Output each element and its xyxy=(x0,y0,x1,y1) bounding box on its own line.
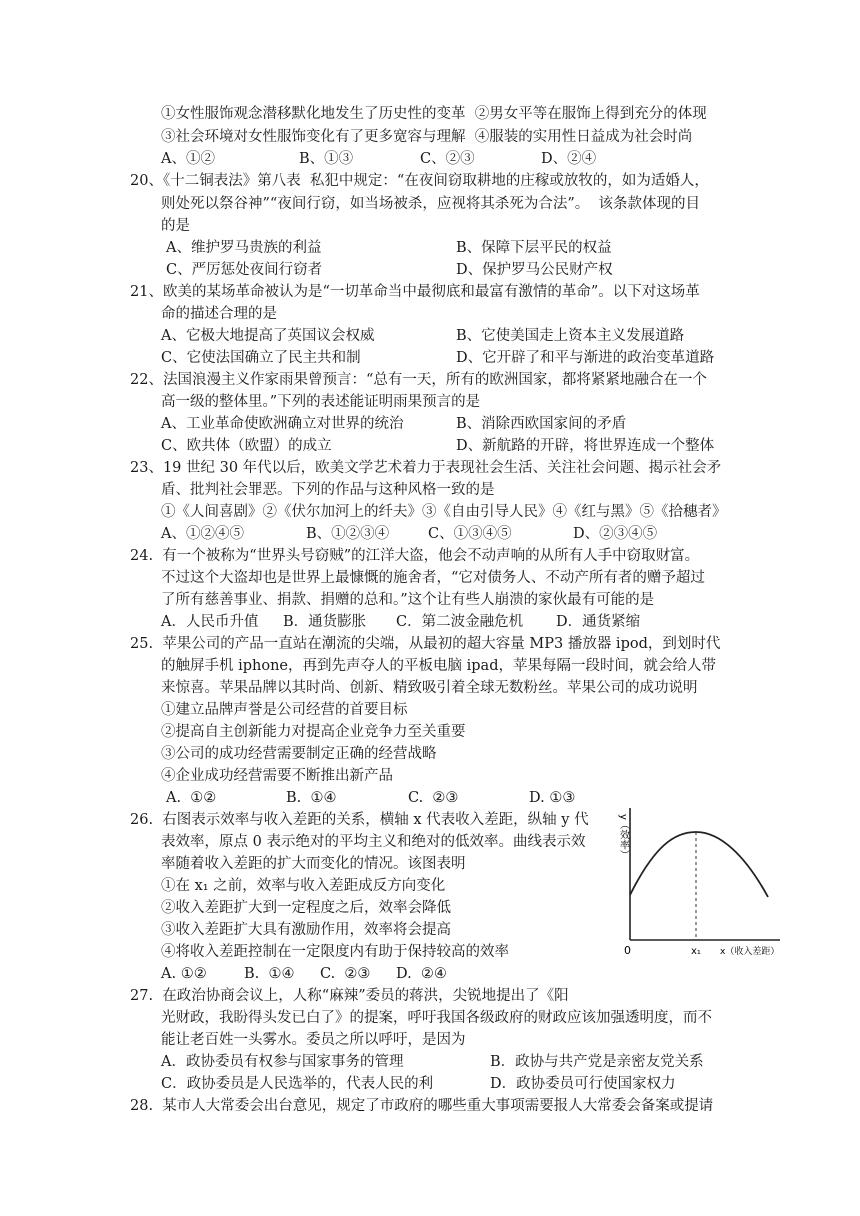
q27-stem-line1: 27. 在政治协商会议上，人称“麻辣”委员的蒋洪，尖锐地提出了《阳 xyxy=(130,988,569,1004)
q24-option-b: B．通货膨胀 xyxy=(283,614,367,630)
q20-option-b: B、保障下层平民的权益 xyxy=(456,240,612,256)
q25-statement-4: ④企业成功经营需要不断推出新产品 xyxy=(161,768,393,784)
q24-option-d: D．通货紧缩 xyxy=(556,614,641,630)
q26-statement-3: ③收入差距扩大具有激励作用，效率将会提高 xyxy=(161,922,451,938)
q20-option-d: D、保护罗马公民财产权 xyxy=(456,262,613,278)
q27-option-d: D．政协委员可行使国家权力 xyxy=(490,1076,676,1092)
efficiency-income-gap-graph xyxy=(610,800,788,990)
origin-label: 0 xyxy=(624,944,631,957)
q22-option-d: D、新航路的开辟，将世界连成一个整体 xyxy=(456,438,715,454)
q25-stem-line3: 来惊喜。苹果品牌以其时尚、创新、精致吸引着全球无数粉丝。苹果公司的成功说明 xyxy=(161,680,698,696)
q23-option-d: D、②③④⑤ xyxy=(573,526,658,542)
q25-option-b: B. ①④ xyxy=(286,790,337,806)
q24-option-c: C．第二波金融危机 xyxy=(396,614,524,630)
q22-option-b: B、消除西欧国家间的矛盾 xyxy=(456,416,627,432)
q26-statement-1: ①在 x₁ 之前，效率与收入差距成反方向变化 xyxy=(161,878,446,894)
q22-option-a: A、工业革命使欧洲确立对世界的统治 xyxy=(161,416,404,432)
q26-option-c: C. ②③ xyxy=(320,966,371,982)
q26-statement-2: ②收入差距扩大到一定程度之后，效率会降低 xyxy=(161,900,451,916)
q23-works-list: ①《人间喜剧》②《伏尔加河上的纤夫》③《自由引导人民》④《红与黑》⑤《拾穗者》 xyxy=(161,504,727,520)
q21-option-d: D、它开辟了和平与渐进的政治变革道路 xyxy=(456,350,715,366)
q25-statement-1: ①建立品牌声誉是公司经营的首要目标 xyxy=(161,702,408,718)
q21-stem-line2: 命的描述合理的是 xyxy=(161,306,277,322)
q26-option-b: B. ①④ xyxy=(244,966,295,982)
q19-option-b: B、①③ xyxy=(299,151,354,167)
q27-stem-line3: 能让老百姓一头雾水。委员之所以呼吁，是因为 xyxy=(161,1032,466,1048)
q25-option-c: C. ②③ xyxy=(408,790,459,806)
q20-stem-line2: 则处死以祭谷神”“夜间行窃，如当场被杀，应视将其杀死为合法”。 该条款体现的目 xyxy=(161,196,700,212)
q27-stem-line2: 光财政，我盼得头发已白了》的提案，呼吁我国各级政府的财政应该加强透明度，而不 xyxy=(161,1010,712,1026)
q24-option-a: A．人民币升值 xyxy=(161,614,259,630)
q19-statement-line1: ①女性服饰观念潜移默化地发生了历史性的变革 ②男女平等在服饰上得到充分的体现 xyxy=(161,106,707,122)
q23-stem-line1: 23、19 世纪 30 年代以后，欧美文学艺术着力于表现社会生活、关注社会问题、揭示社会矛 xyxy=(130,460,722,476)
q20-option-c: C、严厉惩处夜间行窃者 xyxy=(166,262,323,278)
q20-stem-line3: 的是 xyxy=(161,218,190,234)
q27-option-c: C．政协委员是人民选举的，代表人民的利 xyxy=(161,1076,434,1092)
q21-option-b: B、它使美国走上资本主义发展道路 xyxy=(456,328,685,344)
q19-statement-line2: ③社会环境对女性服饰变化有了更多宽容与理解 ④服装的实用性日益成为社会时尚 xyxy=(161,129,693,145)
q26-option-a: A. ①② xyxy=(161,966,207,982)
q20-stem-line1: 20、《十二铜表法》第八表 私犯中规定：“在夜间窃取耕地的庄稼或放牧的，如为适婚人， xyxy=(130,173,709,189)
q19-option-d: D、②④ xyxy=(541,151,597,167)
q24-stem-line3: 了所有慈善事业、捐款、捐赠的总和。”这个让有些人崩溃的家伙最有可能的是 xyxy=(161,592,655,608)
x-axis-label: x（收入差距） xyxy=(720,947,780,957)
q25-statement-3: ③公司的成功经营需要制定正确的经营战略 xyxy=(161,746,437,762)
q27-option-b: B．政协与共产党是亲密友党关系 xyxy=(490,1054,704,1070)
q21-option-c: C、它使法国确立了民主共和制 xyxy=(161,350,361,366)
q19-option-a: A、①② xyxy=(161,151,215,167)
q25-option-a: A. ①② xyxy=(166,790,217,806)
q28-stem-line1: 28. 某市人大常委会出台意见，规定了市政府的哪些重大事项需要报人大常委会备案或提请 xyxy=(130,1098,714,1114)
q22-stem-line1: 22、法国浪漫主义作家雨果曾预言：“总有一天，所有的欧洲国家，都将紧紧地融合在一个 xyxy=(130,372,707,388)
q26-stem-line3: 率随着收入差距的扩大而变化的情况。该图表明 xyxy=(161,856,466,872)
q26-stem-line1: 26. 右图表示效率与收入差距的关系，横轴 x 代表收入差距，纵轴 y 代 xyxy=(130,812,589,828)
q21-option-a: A、它极大地提高了英国议会权威 xyxy=(161,328,375,344)
q27-option-a: A．政协委员有权参与国家事务的管理 xyxy=(161,1054,404,1070)
q26-stem-line2: 表效率，原点 0 表示绝对的平均主义和绝对的低效率。曲线表示效 xyxy=(161,834,586,850)
efficiency-curve xyxy=(630,832,768,897)
q23-option-a: A、①②④⑤ xyxy=(161,526,244,542)
q24-stem-line1: 24. 有一个被称为“世界头号窃贼”的江洋大盗，他会不动声响的从所有人手中窃取财富。 xyxy=(130,548,700,564)
q23-stem-line2: 盾、批判社会罪恶。下列的作品与这种风格一致的是 xyxy=(161,482,495,498)
q25-statement-2: ②提高自主创新能力对提高企业竞争力至关重要 xyxy=(161,724,466,740)
q26-statement-4: ④将收入差距控制在一定限度内有助于保持较高的效率 xyxy=(161,944,509,960)
q26-option-d: D. ②④ xyxy=(396,966,447,982)
y-axis-label: y（效率） xyxy=(617,814,629,860)
q22-option-c: C、欧共体（欧盟）的成立 xyxy=(161,438,332,454)
q25-stem-line2: 的触屏手机 iphone，再到先声夺人的平板电脑 ipad，苹果每隔一段时间，就会给人带 xyxy=(161,658,716,674)
q20-option-a: A、维护罗马贵族的利益 xyxy=(166,240,322,256)
q23-option-c: C、①③④⑤ xyxy=(428,526,512,542)
q21-stem-line1: 21、欧美的某场革命被认为是“一切革命当中最彻底和最富有激情的革命”。以下对这场革 xyxy=(130,284,700,300)
q25-option-d: D. ①③ xyxy=(529,790,576,806)
x1-label: x₁ xyxy=(691,946,701,957)
q24-stem-line2: 不过这个大盗却也是世界上最慷慨的施舍者，“它对债务人、不动产所有者的赠予超过 xyxy=(161,570,705,586)
q22-stem-line2: 高一级的整体里。”下列的表述能证明雨果预言的是 xyxy=(161,394,481,410)
q25-stem-line1: 25. 苹果公司的产品一直站在潮流的尖端，从最初的超大容量 MP3 播放器 ipod，到划时代 xyxy=(130,636,721,652)
q19-option-c: C、②③ xyxy=(420,151,475,167)
q23-option-b: B、①②③④ xyxy=(306,526,390,542)
